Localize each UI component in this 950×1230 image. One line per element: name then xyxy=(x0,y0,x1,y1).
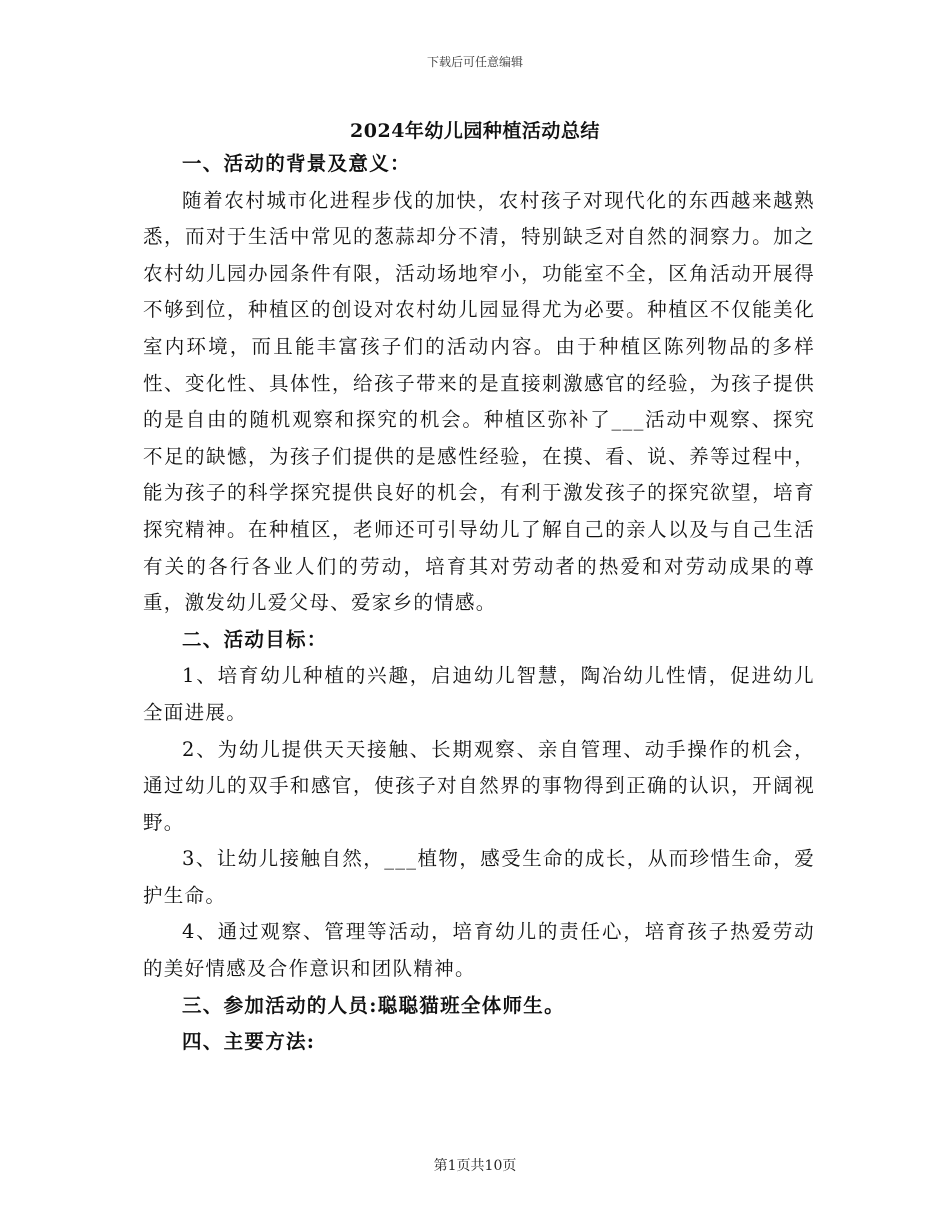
document-body xyxy=(143,146,815,1061)
document-title: 2024年幼儿园种植活动总结 xyxy=(350,120,600,142)
goal-item-2: 2、为幼儿提供天天接触、长期观察、亲自管理、动手操作的机会，通过幼儿的双手和感官，使孩子对自然界的事物得到正确的认识，开阔视野。 xyxy=(143,737,815,834)
header-note: 下载后可任意编辑 xyxy=(426,55,523,69)
goal-item-1: 1、培育幼儿种植的兴趣，启迪幼儿智慧，陶冶幼儿性情，促进幼儿全面进展。 xyxy=(143,664,815,724)
goal-item-4: 4、通过观察、管理等活动，培育幼儿的责任心，培育孩子热爱劳动的美好情感及合作意识和团队精神。 xyxy=(143,920,815,981)
section-heading-goals: 二、活动目标： xyxy=(182,627,328,651)
paragraph-background: 随着农村城市化进程步伐的加快，农村孩子对现代化的东西越来越熟悉，而对于生活中常见的葱蒜却分不清，特别缺乏对自然的洞察力。加之农村幼儿园办园条件有限，活动场地窄小，功能室不全，区角活动开展得不够到位，种植区的创设对农村幼儿园显得尤为必要。种植区不仅能美化室内环境，而且能丰富孩子们的活动内容。由于种植区陈列物品的多样性、变化性、具体性，给孩子带来的是直接刺激感官的经验，为孩子提供的是自由的随机观察和探究的机会。种植区弥补了___活动中观察、探究不足的缺憾，为孩子们提供的是感性经验，在摸、看、说、养等过程中，能为孩子的科学探究提供良好的机会，有利于激发孩子的探究欲望，培育探究精神。在种植区，老师还可引导幼儿了解自己的亲人以及与自己生活有关的各行各业人们的劳动，培育其对劳动者的热爱和对劳动成果的尊重，激发幼儿爱父母、爱家乡的情感。 xyxy=(143,188,815,615)
section-heading-background: 一、活动的背景及意义： xyxy=(182,152,411,175)
page-footer: 第1页共10页 xyxy=(433,1158,517,1174)
section-heading-participants: 三、参加活动的人员:聪聪猫班全体师生。 xyxy=(182,993,565,1017)
goal-item-3: 3、让幼儿接触自然，___植物，感受生命的成长，从而珍惜生命，爱护生命。 xyxy=(143,847,815,907)
section-heading-methods: 四、主要方法: xyxy=(182,1030,316,1054)
